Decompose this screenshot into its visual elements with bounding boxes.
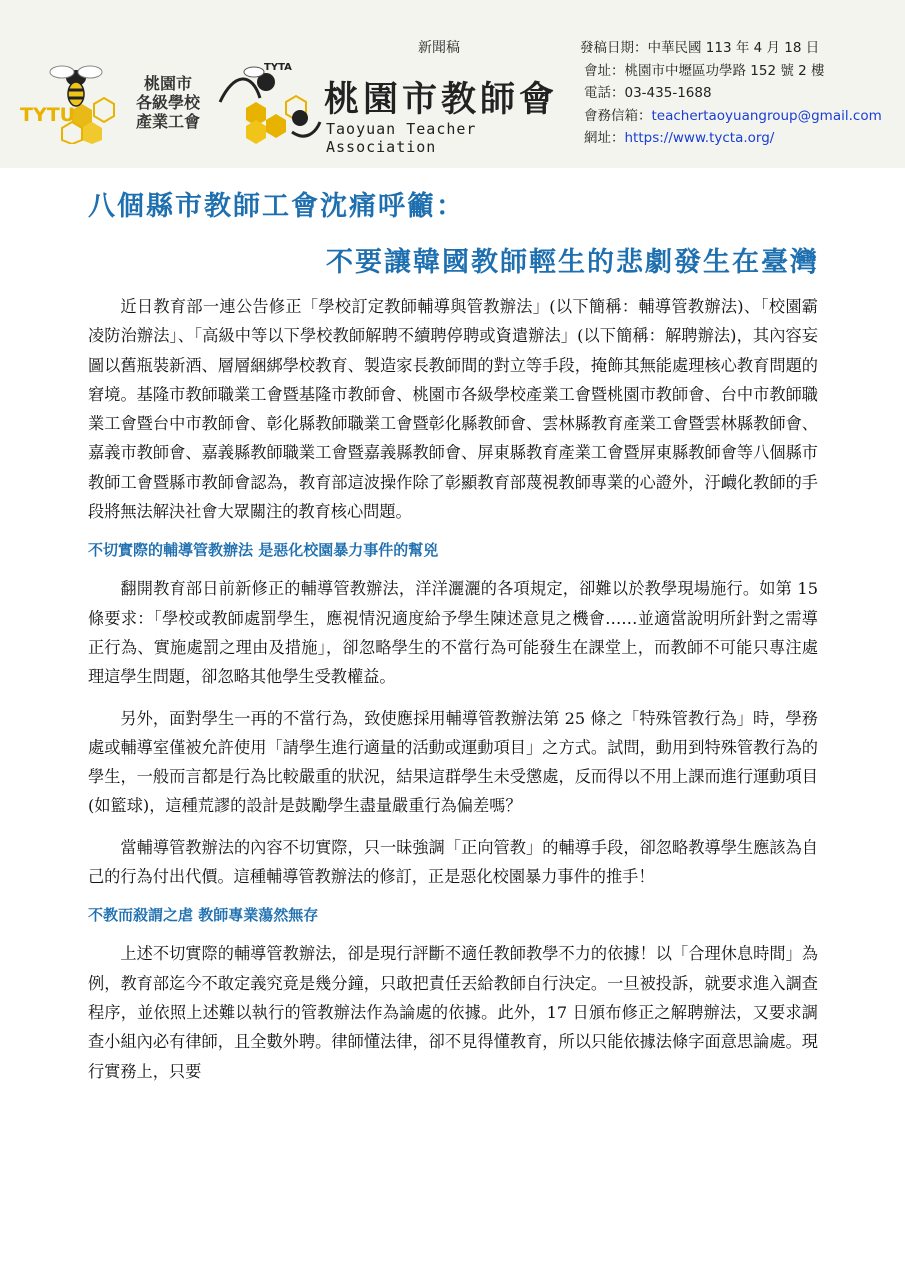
headline-line-1: 八個縣市教師工會沈痛呼籲： — [88, 191, 465, 222]
phone-number: 電話：03-435-1688 — [584, 85, 712, 101]
paragraph: 翻開教育部日前新修正的輔導管教辦法，洋洋灑灑的各項規定，卻難以於教學現場施行。如第 15 條要求：「學校或教師處罰學生，應視情況適度給予學生陳述意見之機會……並適當說明所針對之需導正行為、實施處罰之理由及措施」，卻忽略學生的不當行為可能發生在課堂上，而教師不可能只專注處理這學生問題，卻忽略其他學生受教權益。 — [88, 579, 818, 687]
website-row — [580, 127, 882, 150]
union-name — [120, 74, 216, 131]
email-link[interactable]: teachertaoyuangroup@gmail.com — [651, 107, 882, 124]
union-name-line: 產業工會 — [135, 112, 200, 131]
tyta-bee-logo-icon — [216, 62, 326, 144]
website-label: 網址： — [584, 130, 625, 146]
tytu-bee-logo-icon — [16, 58, 128, 144]
union-name-line: 各級學校 — [135, 93, 200, 112]
paragraph: 上述不切實際的輔導管教辦法，卻是現行評斷不適任教師教學不力的依據！以「合理休息時間」為例，教育部迄今不敢定義究竟是幾分鐘，只敢把責任丟給教師自行決定。一旦被投訴，就要求進入調查程序，並依照上述難以執行的管教辦法作為論處的依據。此外，17 日頒布修正之解聘辦法，又要求調查小組內必有律師，且全數外聘。律師懂法律，卻不見得懂教育，所以只能依據法條字面意思論處。現行實務上，只要 — [88, 944, 818, 1081]
association-name-english: Taoyuan Teacher Association — [326, 120, 477, 156]
tyta-logo-text: TYTA — [264, 62, 292, 73]
website-link[interactable]: https://www.tycta.org/ — [624, 130, 775, 146]
section-heading: 不切實際的輔導管教辦法 是惡化校園暴力事件的幫兇 — [88, 541, 439, 560]
union-name-line: 桃園市 — [143, 74, 192, 93]
release-date: 發稿日期：中華民國 113 年 4 月 18 日 — [580, 40, 820, 56]
paragraph: 當輔導管教辦法的內容不切實際，只一昧強調「正向管教」的輔導手段，卻忽略教導學生應該為自己的行為付出代價。這種輔導管教辦法的修訂，正是惡化校園暴力事件的推手！ — [88, 837, 818, 887]
logo-area — [16, 58, 576, 156]
press-release-label: 新聞稿 — [418, 40, 460, 56]
email-row — [580, 105, 882, 128]
contact-info — [580, 37, 882, 150]
association-name: 桃園市教師會 — [324, 80, 559, 120]
article-body — [88, 292, 818, 1098]
email-label: 會務信箱： — [584, 107, 652, 124]
paragraph: 另外，面對學生一再的不當行為，致使應採用輔導管教辦法第 25 條之「特殊管教行為」時，學務處或輔導室僅被允許使用「請學生進行適量的活動或運動項目」之方式。試問，動用到特殊管教行為的學生，一般而言都是行為比較嚴重的狀況，結果這群學生未受懲處，反而得以不用上課而進行運動項目(如籃球)，這種荒謬的設計是鼓勵學生盡量嚴重行為偏差嗎？ — [88, 708, 818, 816]
tytu-logo-text: TYTU — [20, 104, 76, 126]
section-heading: 不教而殺謂之虐 教師專業蕩然無存 — [88, 906, 319, 925]
paragraph: 近日教育部一連公告修正「學校訂定教師輔導與管教辦法」(以下簡稱：輔導管教辦法)、「校園霸凌防治辦法」、「高級中等以下學校教師解聘不續聘停聘或資遣辦法」(以下簡稱：解聘辦法)，其內容妄圖以舊瓶裝新酒、層層綑綁學校教育、製造家長教師間的對立等手段，掩飾其無能處理核心教育問題的窘境。基隆市教師職業工會暨基隆市教師會、桃園市各級學校產業工會暨桃園市教師會、台中市教師職業工會暨台中市教師會、彰化縣教師職業工會暨彰化縣教師會、雲林縣教育產業工會暨雲林縣教師會、嘉義市教師會、嘉義縣教師職業工會暨嘉義縣教師會、屏東縣教育產業工會暨屏東縣教師會等八個縣市教師工會暨縣市教師會認為，教育部這波操作除了彰顯教育部蔑視教師專業的心證外，汙衊化教師的手段將無法解決社會大眾關注的教育核心問題。 — [88, 297, 818, 522]
office-address: 會址：桃園市中壢區功學路 152 號 2 樓 — [584, 62, 825, 79]
headline-line-2: 不要讓韓國教師輕生的悲劇發生在臺灣 — [326, 247, 819, 278]
